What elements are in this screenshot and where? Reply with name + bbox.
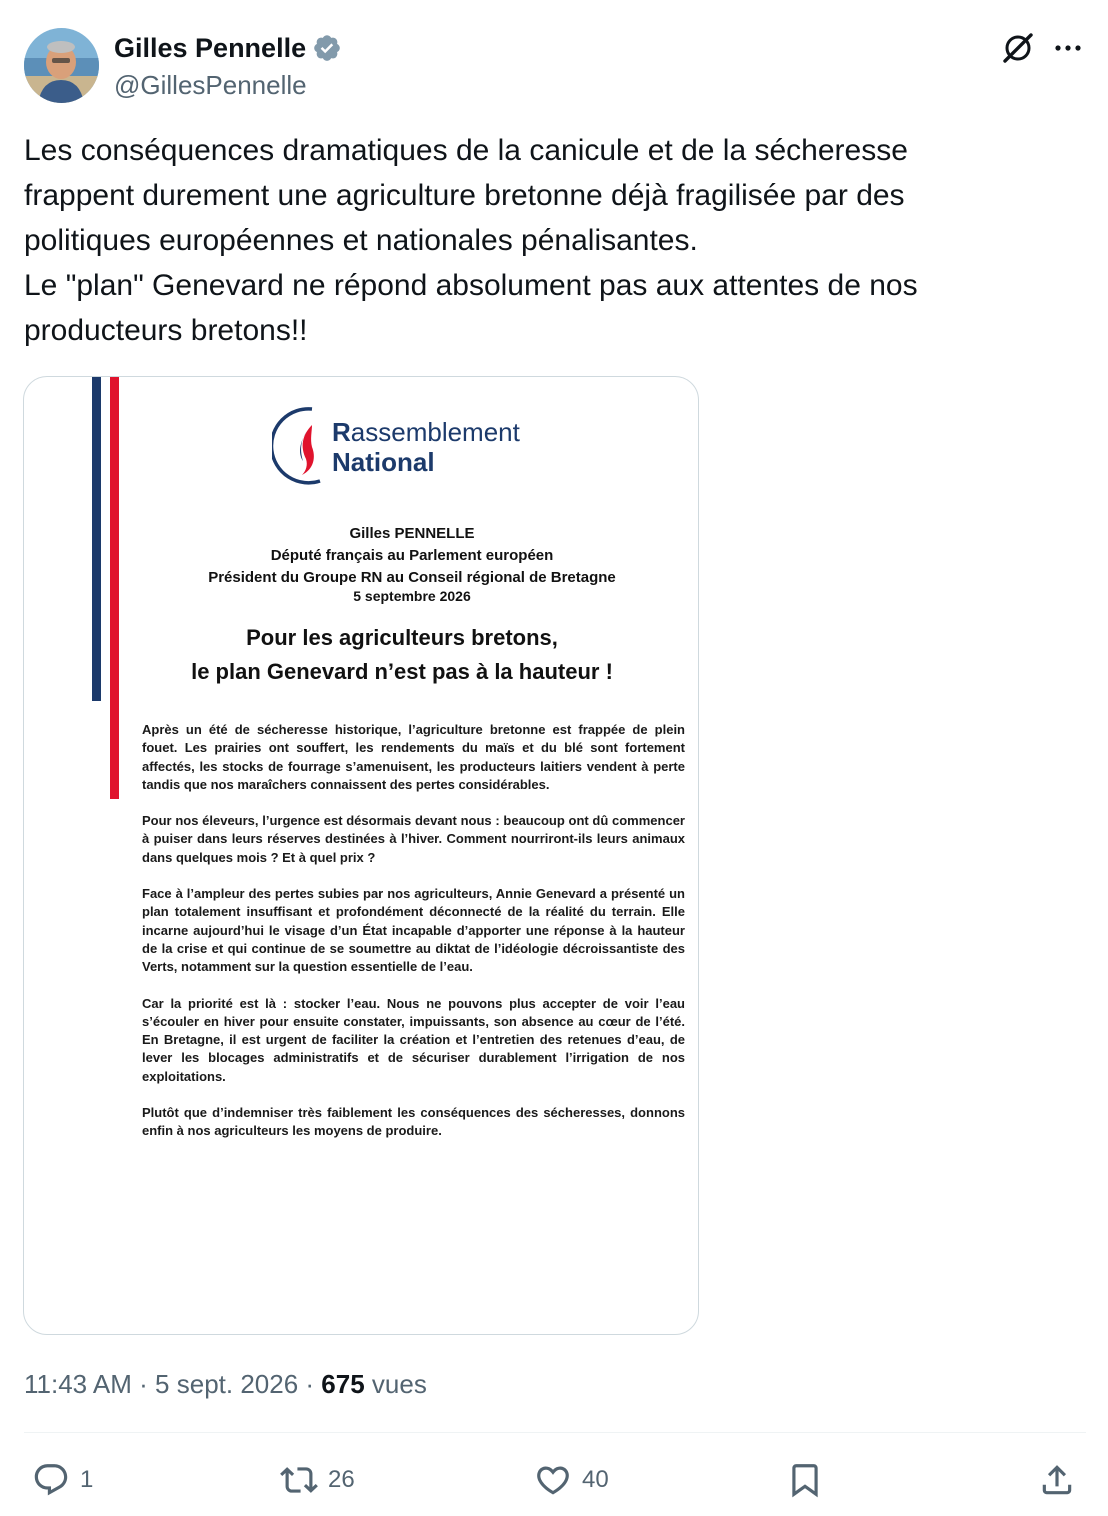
document-body (142, 721, 685, 1159)
like-count: 40 (582, 1466, 609, 1493)
repost-button[interactable] (280, 1452, 355, 1508)
logo-rest: assemblement (350, 417, 520, 447)
heart-icon (534, 1461, 572, 1499)
tweet-text-line: Les conséquences dramatiques de la canicule et de la sécheresse (24, 134, 908, 167)
views-label: vues (364, 1369, 427, 1399)
bookmark-icon (786, 1461, 824, 1499)
doc-paragraph: Face à l’ampleur des pertes subies par nos agriculteurs, Annie Genevard a présenté un plan totalement insuffisant et profondément déconnecté de la réalité du terrain. Elle incarne aujourd’hui le visage d’un État incapable d’apporter une réponse à la hauteur de la crise et qui continue de se soumettre au diktat de l’idéologie décroissantiste des Verts, notamment sur la question essentielle de l’eau. (142, 886, 685, 975)
tweet-text-line: producteurs bretons!! (24, 314, 308, 347)
rn-flame-logo-icon (272, 403, 332, 489)
share-button[interactable] (1038, 1452, 1076, 1508)
doc-title-line: Pour les agriculteurs bretons, (246, 625, 558, 650)
meta-separator: · (298, 1369, 322, 1399)
tweet-text (24, 128, 1074, 353)
doc-author-role: Député français au Parlement européen (270, 547, 554, 564)
share-icon (1038, 1461, 1076, 1499)
divider (24, 1432, 1086, 1433)
reply-button[interactable] (32, 1452, 93, 1508)
display-name[interactable]: Gilles Pennelle (114, 33, 307, 63)
logo-text-line2: National (332, 447, 435, 477)
doc-paragraph: Pour nos éleveurs, l’urgence est désormais devant nous : beaucoup ont dû commencer à puiser dans leurs réserves destinées à l’hiver. Comment nourriront-ils leurs animaux dans quelques mois ? Et à quel prix ? (142, 813, 685, 865)
logo-initial: R (332, 417, 351, 447)
bookmark-button[interactable] (786, 1452, 824, 1508)
reply-count: 1 (80, 1466, 94, 1493)
tweet-text-line: frappent durement une agriculture bretonne déjà fragilisée par des (24, 179, 905, 212)
rn-logo (272, 403, 572, 489)
doc-author-name: Gilles PENNELLE (349, 525, 475, 542)
tweet-meta (24, 1365, 427, 1403)
avatar[interactable] (24, 28, 99, 103)
doc-date: 5 septembre 2026 (353, 588, 471, 604)
user-handle[interactable]: @GillesPennelle (114, 70, 307, 100)
action-bar (24, 1452, 1086, 1508)
views-count: 675 (321, 1369, 365, 1399)
doc-title-line: le plan Genevard n’est pas à la hauteur ! (191, 659, 613, 684)
document-title (114, 621, 690, 689)
tweet-header (24, 28, 1086, 104)
name-row (114, 32, 342, 64)
like-button[interactable] (534, 1452, 609, 1508)
doc-author-role2: Président du Groupe RN au Conseil régional de Bretagne (208, 569, 616, 586)
grok-icon[interactable] (1000, 30, 1036, 66)
repost-count: 26 (328, 1466, 355, 1493)
verified-badge-icon (312, 33, 342, 63)
repost-icon (280, 1461, 318, 1499)
doc-paragraph: Après un été de sécheresse historique, l’agriculture bretonne est frappée de plein fouet. Les prairies ont souffert, les rendements du maïs et du blé sont fortement affectés, les stocks de fourrage s’amenuisent, les producteurs laitiers vendent à perte tandis que nos maraîchers connaissent des pertes considérables. (142, 722, 685, 792)
tweet-time[interactable]: 11:43 AM (24, 1369, 132, 1399)
doc-paragraph: Plutôt que d’indemniser très faiblement les conséquences des sécheresses, donnons enfin à nos agriculteurs les moyens de produire. (142, 1105, 685, 1139)
tweet-text-line: politiques européennes et nationales pénalisantes. (24, 224, 698, 257)
tweet-text-line: Le "plan" Genevard ne répond absolument pas aux attentes de nos (24, 269, 918, 302)
reply-icon (32, 1461, 70, 1499)
doc-paragraph: Car la priorité est là : stocker l’eau. Nous ne pouvons plus accepter de voir l’eau s’écouler en hiver pour ensuite constater, impuissants, son absence au cœur de l’été. En Bretagne, il est urgent de faciliter la création et l’entretien des retenues d’eau, de lever les blocages administratifs et de sécuriser durablement l’irrigation de nos exploitations. (142, 995, 685, 1084)
more-options-icon[interactable] (1052, 32, 1084, 64)
attached-image[interactable] (23, 376, 699, 1335)
meta-separator: · (131, 1369, 156, 1399)
tweet-date[interactable]: 5 sept. 2026 (155, 1369, 299, 1399)
logo-text-line1 (332, 417, 520, 448)
avatar-photo (24, 28, 99, 103)
